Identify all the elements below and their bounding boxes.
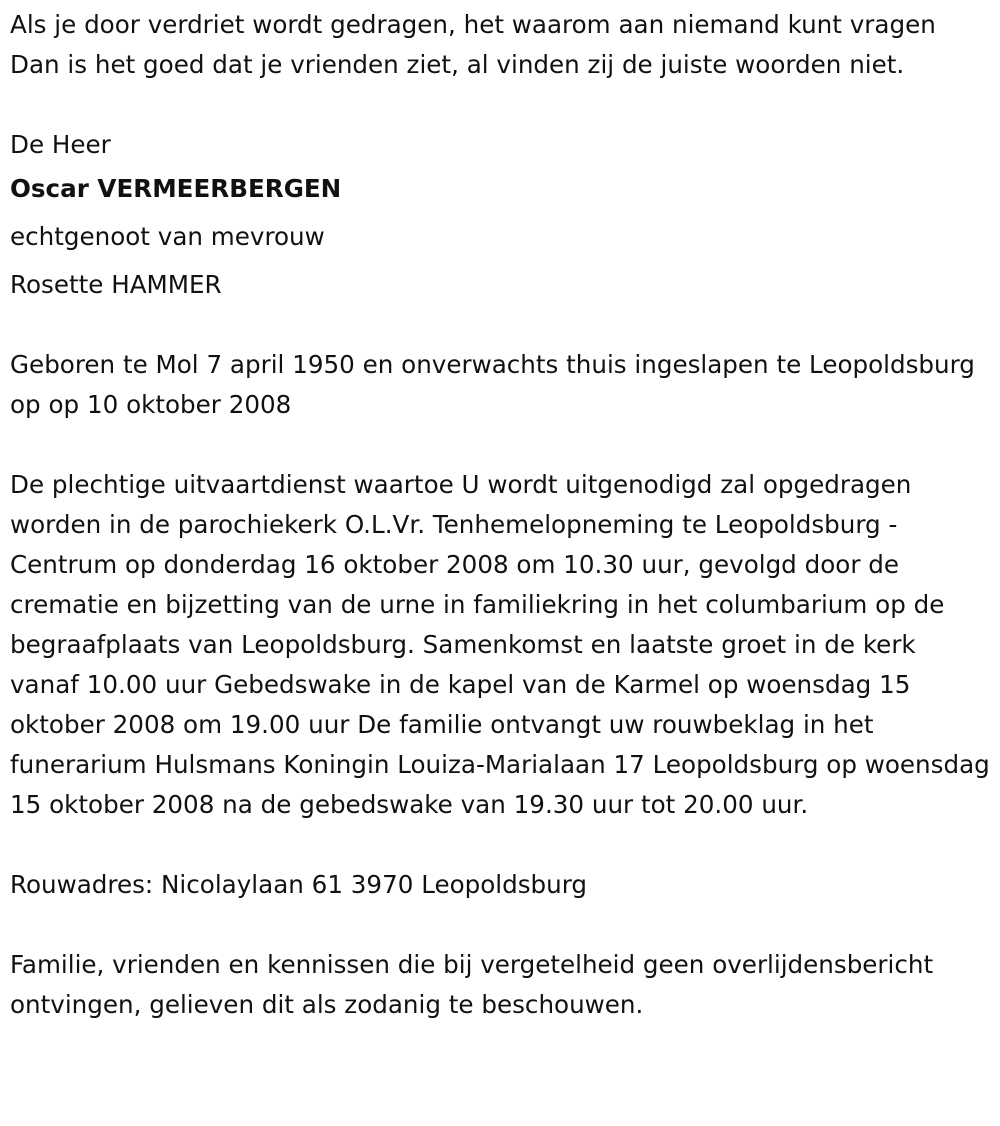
deceased-last-name: VERMEERBERGEN [97, 174, 342, 203]
spouse-relation: echtgenoot van mevrouw [10, 222, 325, 251]
mourning-address: Rouwadres: Nicolaylaan 61 3970 Leopoldsburg [10, 870, 588, 899]
spouse-name: Rosette HAMMER [10, 270, 222, 299]
deceased-title: De Heer [10, 130, 111, 159]
deceased-name [10, 165, 990, 213]
birth-death-paragraph: Geboren te Mol 7 april 1950 en onverwachts thuis ingeslapen te Leopoldsburg op op 10 oktober 2008 [10, 350, 975, 419]
opening-poem: Als je door verdriet wordt gedragen, het waarom aan niemand kunt vragen Dan is het goed dat je vrienden ziet, al vinden zij de juiste woorden niet. [10, 10, 936, 79]
closing-paragraph: Familie, vrienden en kennissen die bij vergetelheid geen overlijdensbericht ontvingen, gelieven dit als zodanig te beschouwen. [10, 950, 934, 1019]
service-paragraph: De plechtige uitvaartdienst waartoe U wordt uitgenodigd zal opgedragen worden in de parochiekerk O.L.Vr. Tenhemelopneming te Leopoldsburg - Centrum op donderdag 16 oktober 2008 om 10.30 uur, gevolgd door de crematie en bijzetting van de urne in familiekring in het columbarium op de begraafplaats van Leopoldsburg. Samenkomst en laatste groet in de kerk vanaf 10.00 uur Gebedswake in de kapel van de Karmel op woensdag 15 oktober 2008 om 19.00 uur De familie ontvangt uw rouwbeklag in het funerarium Hulsmans Koningin Louiza-Marialaan 17 Leopoldsburg op woensdag 15 oktober 2008 na de gebedswake van 19.30 uur tot 20.00 uur. [10, 470, 990, 819]
deceased-first-name: Oscar [10, 174, 89, 203]
